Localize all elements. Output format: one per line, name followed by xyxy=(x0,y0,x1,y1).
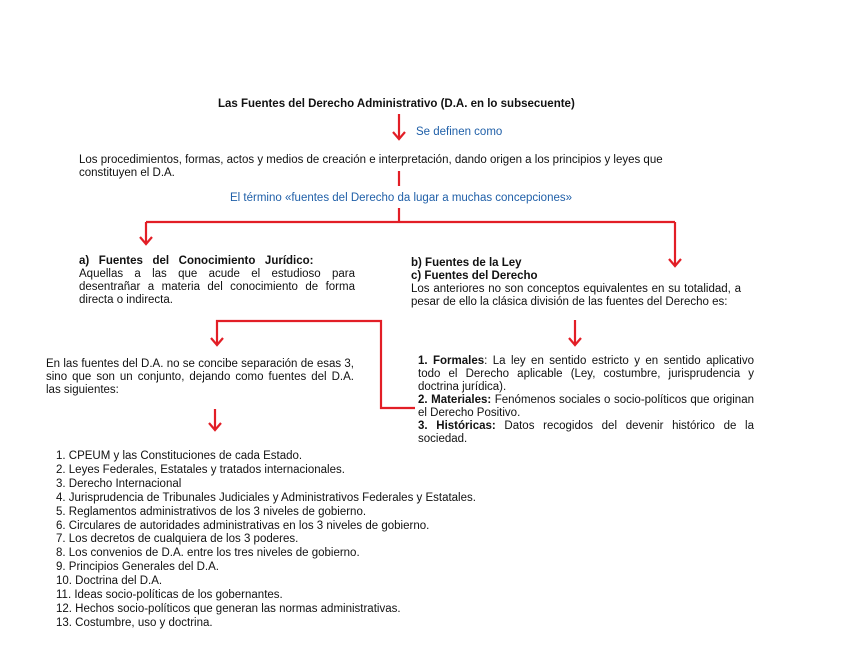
left-branch-box xyxy=(79,255,355,307)
classification-text: Datos recogidos del devenir histórico de la sociedad. xyxy=(418,420,755,445)
list-item: 9. Principios Generales del D.A. xyxy=(56,561,219,574)
classification-text: La ley en sentido estricto y en sentido aplicativo todo el Derecho aplicable (Ley, costumbre, jurisprudencia y doctrina jurídica). xyxy=(418,355,755,393)
left-branch-text: Aquellas a las que acude el estudioso para desentrañar a materia del conocimiento de forma directa o indirecta. xyxy=(79,268,355,306)
classification-materiales xyxy=(418,394,754,420)
classification-historicas xyxy=(418,420,754,446)
classification-text: Fenómenos sociales o socio-políticos que originan el Derecho Positivo. xyxy=(418,394,754,419)
arrow-to-classification xyxy=(569,320,581,345)
list-item: 6. Circulares de autoridades administrativas en los 3 niveles de gobierno. xyxy=(56,519,430,532)
da-sources-list xyxy=(56,450,476,631)
classification-formales: 1. Formales: La ley en sentido estricto y en sentido aplicativo todo el Derecho aplicable (Ley, costumbre, jurisprudencia y doctrina jurídica). xyxy=(418,355,755,393)
list-item: 12. Hechos socio-políticos que generan las normas administrativas. xyxy=(56,602,401,615)
definition-text: Los procedimientos, formas, actos y medios de creación e interpretación, dando origen a los principios y leyes que constituyen el D.A. xyxy=(79,154,663,179)
page-title: Las Fuentes del Derecho Administrativo (D.A. en lo subsecuente) xyxy=(218,98,575,110)
connector-label-concepts: El término «fuentes del Derecho da lugar a muchas concepciones» xyxy=(230,192,573,204)
list-item: 13. Costumbre, uso y doctrina. xyxy=(56,616,213,629)
da-sources-intro: En las fuentes del D.A. no se concibe separación de esas 3, sino que son un conjunto, dejando como fuentes del D.A. las siguientes: xyxy=(46,358,354,396)
classification-label: 2. Materiales: xyxy=(418,394,492,406)
list-item: 2. Leyes Federales, Estatales y tratados internacionales. xyxy=(56,463,345,476)
right-branch-text: Los anteriores no son conceptos equivalentes en su totalidad, a pesar de ello la clásica división de las fuentes del Derecho es: xyxy=(411,283,741,308)
list-item: 1. CPEUM y las Constituciones de cada Estado. xyxy=(56,450,303,462)
list-item: 5. Reglamentos administrativos de los 3 niveles de gobierno. xyxy=(56,505,367,518)
connector-label-definition: Se definen como xyxy=(416,126,503,138)
left-branch-heading: a) Fuentes del Conocimiento Jurídico: xyxy=(79,255,314,267)
arrow-to-list xyxy=(209,409,221,430)
list-item: 7. Los decretos de cualquiera de los 3 poderes. xyxy=(56,533,299,546)
right-branch-heading-b: b) Fuentes de la Ley xyxy=(411,257,522,269)
arrow-to-left-branch xyxy=(140,222,152,244)
list-item: 10. Doctrina del D.A. xyxy=(56,575,163,588)
classification-label: 1. Formales xyxy=(418,355,485,367)
list-item: 11. Ideas socio-políticas de los gobernantes. xyxy=(56,589,283,602)
classification-block xyxy=(418,355,754,446)
right-branch-heading-c: c) Fuentes del Derecho xyxy=(411,270,538,282)
right-branch-box xyxy=(411,257,741,309)
list-item: 8. Los convenios de D.A. entre los tres niveles de gobierno. xyxy=(56,547,360,560)
list-item: 4. Jurisprudencia de Tribunales Judiciales y Administrativos Federales y Estatales. xyxy=(56,491,476,504)
arrow-title-to-definition xyxy=(393,114,405,139)
classification-label: 3. Históricas: xyxy=(418,420,496,432)
list-item: 3. Derecho Internacional xyxy=(56,477,182,490)
